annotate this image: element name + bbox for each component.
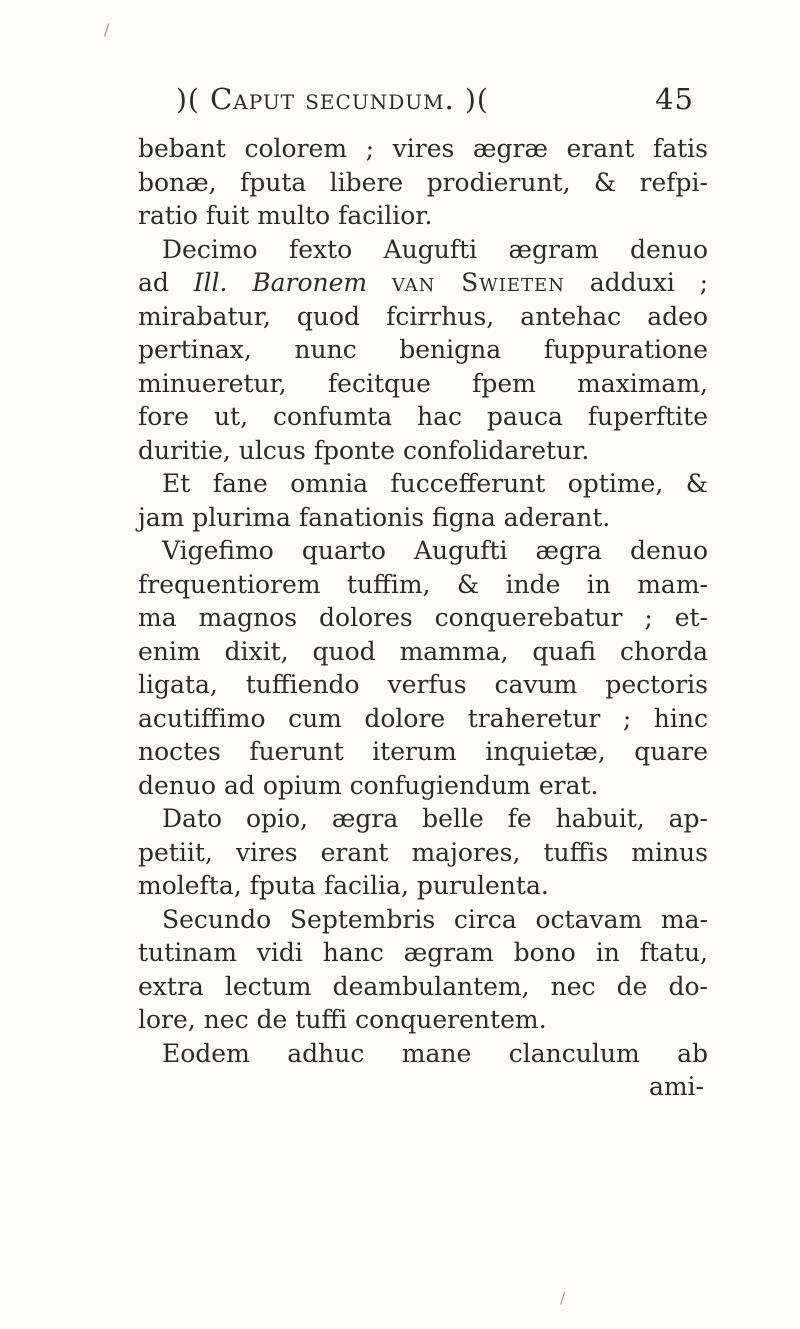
text-segment: denuo ad opium confugiendum erat.: [138, 770, 599, 800]
body-text: [138, 132, 708, 1104]
text-segment: [367, 268, 392, 297]
text-segment: enim dixit, quod mamma, quafi chorda: [138, 636, 708, 666]
small-caps-name: van Swieten: [391, 268, 565, 297]
text-line: [138, 400, 708, 434]
text-line: [138, 635, 708, 669]
text-segment: acutiffimo cum dolore traheretur ; hinc: [138, 703, 708, 733]
text-segment: petiit, vires erant majores, tuffis minus: [138, 837, 708, 867]
header-left-ornament: )(: [176, 83, 200, 116]
text-line: [138, 434, 708, 468]
text-line: [138, 735, 708, 769]
text-line: [138, 836, 708, 870]
text-line: [138, 702, 708, 736]
text-line: [138, 300, 708, 334]
text-line: [138, 367, 708, 401]
text-line: [138, 199, 708, 233]
text-segment: ad: [138, 268, 194, 297]
text-line: [138, 166, 708, 200]
text-line: [138, 534, 708, 568]
stray-mark: /: [560, 1288, 566, 1307]
text-line: [138, 333, 708, 367]
italic-name: Ill. Baronem: [193, 268, 368, 297]
text-line: [138, 1003, 708, 1037]
header-right-ornament: )(: [465, 83, 489, 116]
text-line: [138, 601, 708, 635]
text-line: [138, 467, 708, 501]
text-line: [138, 266, 708, 300]
text-segment: frequentiorem tuffim, & inde in mam-: [138, 569, 708, 599]
text-segment: mirabatur, quod fcirrhus, antehac adeo: [138, 301, 708, 331]
text-line: [138, 501, 708, 535]
text-segment: Vigefimo quarto Augufti ægra denuo: [162, 536, 708, 565]
text-line: [138, 903, 708, 937]
text-segment: tutinam vidi hanc ægram bono in ftatu,: [138, 938, 708, 967]
text-segment: Dato opio, ægra belle fe habuit, ap-: [162, 804, 708, 833]
text-segment: adduxi ;: [564, 268, 708, 297]
text-segment: Secundo Septembris circa octavam ma-: [162, 904, 708, 934]
text-segment: extra lectum deambulantem, nec de do-: [138, 971, 708, 1001]
text-segment: ligata, tuffiendo verfus cavum pectoris: [138, 670, 708, 699]
text-segment: lore, nec de tuffi conquerentem.: [138, 1005, 547, 1034]
text-segment: Decimo fexto Augufti ægram denuo: [162, 234, 708, 264]
text-line: [138, 668, 708, 702]
chapter-title: Caput secundum.: [210, 82, 455, 116]
running-header: [176, 82, 696, 126]
text-line: [138, 936, 708, 970]
text-line: [138, 132, 708, 166]
text-segment: pertinax, nunc benigna fuppuratione: [138, 335, 708, 364]
text-line: [138, 802, 708, 836]
text-segment: ratio fuit multo facilior.: [138, 201, 433, 230]
text-segment: ma magnos dolores conquerebatur ; et-: [138, 603, 708, 632]
text-segment: ami-: [648, 1072, 704, 1101]
text-segment: fore ut, confumta hac pauca fuperftite: [138, 402, 708, 431]
text-segment: Et fane omnia fuccefferunt optime, &: [162, 469, 708, 498]
text-segment: noctes fuerunt iterum inquietæ, quare: [138, 737, 708, 766]
text-segment: minueretur, fecitque fpem maximam,: [138, 368, 708, 398]
text-line: [138, 769, 708, 803]
text-line: [138, 568, 708, 602]
catchword: [138, 1070, 708, 1104]
text-segment: bonæ, fputa libere prodierunt, & refpi-: [138, 167, 708, 197]
text-line: [138, 1037, 708, 1071]
text-line: [138, 970, 708, 1004]
text-segment: molefta, fputa facilia, purulenta.: [138, 871, 549, 900]
text-line: [138, 869, 708, 903]
text-segment: jam plurima fanationis figna aderant.: [138, 502, 611, 532]
stray-mark: /: [104, 20, 110, 39]
text-line: [138, 233, 708, 267]
page-number: 45: [655, 82, 694, 116]
text-segment: duritie, ulcus fponte confolidaretur.: [138, 435, 590, 465]
text-segment: Eodem adhuc mane clanculum ab: [162, 1038, 708, 1068]
text-segment: bebant colorem ; vires ægræ erant fatis: [138, 134, 708, 163]
